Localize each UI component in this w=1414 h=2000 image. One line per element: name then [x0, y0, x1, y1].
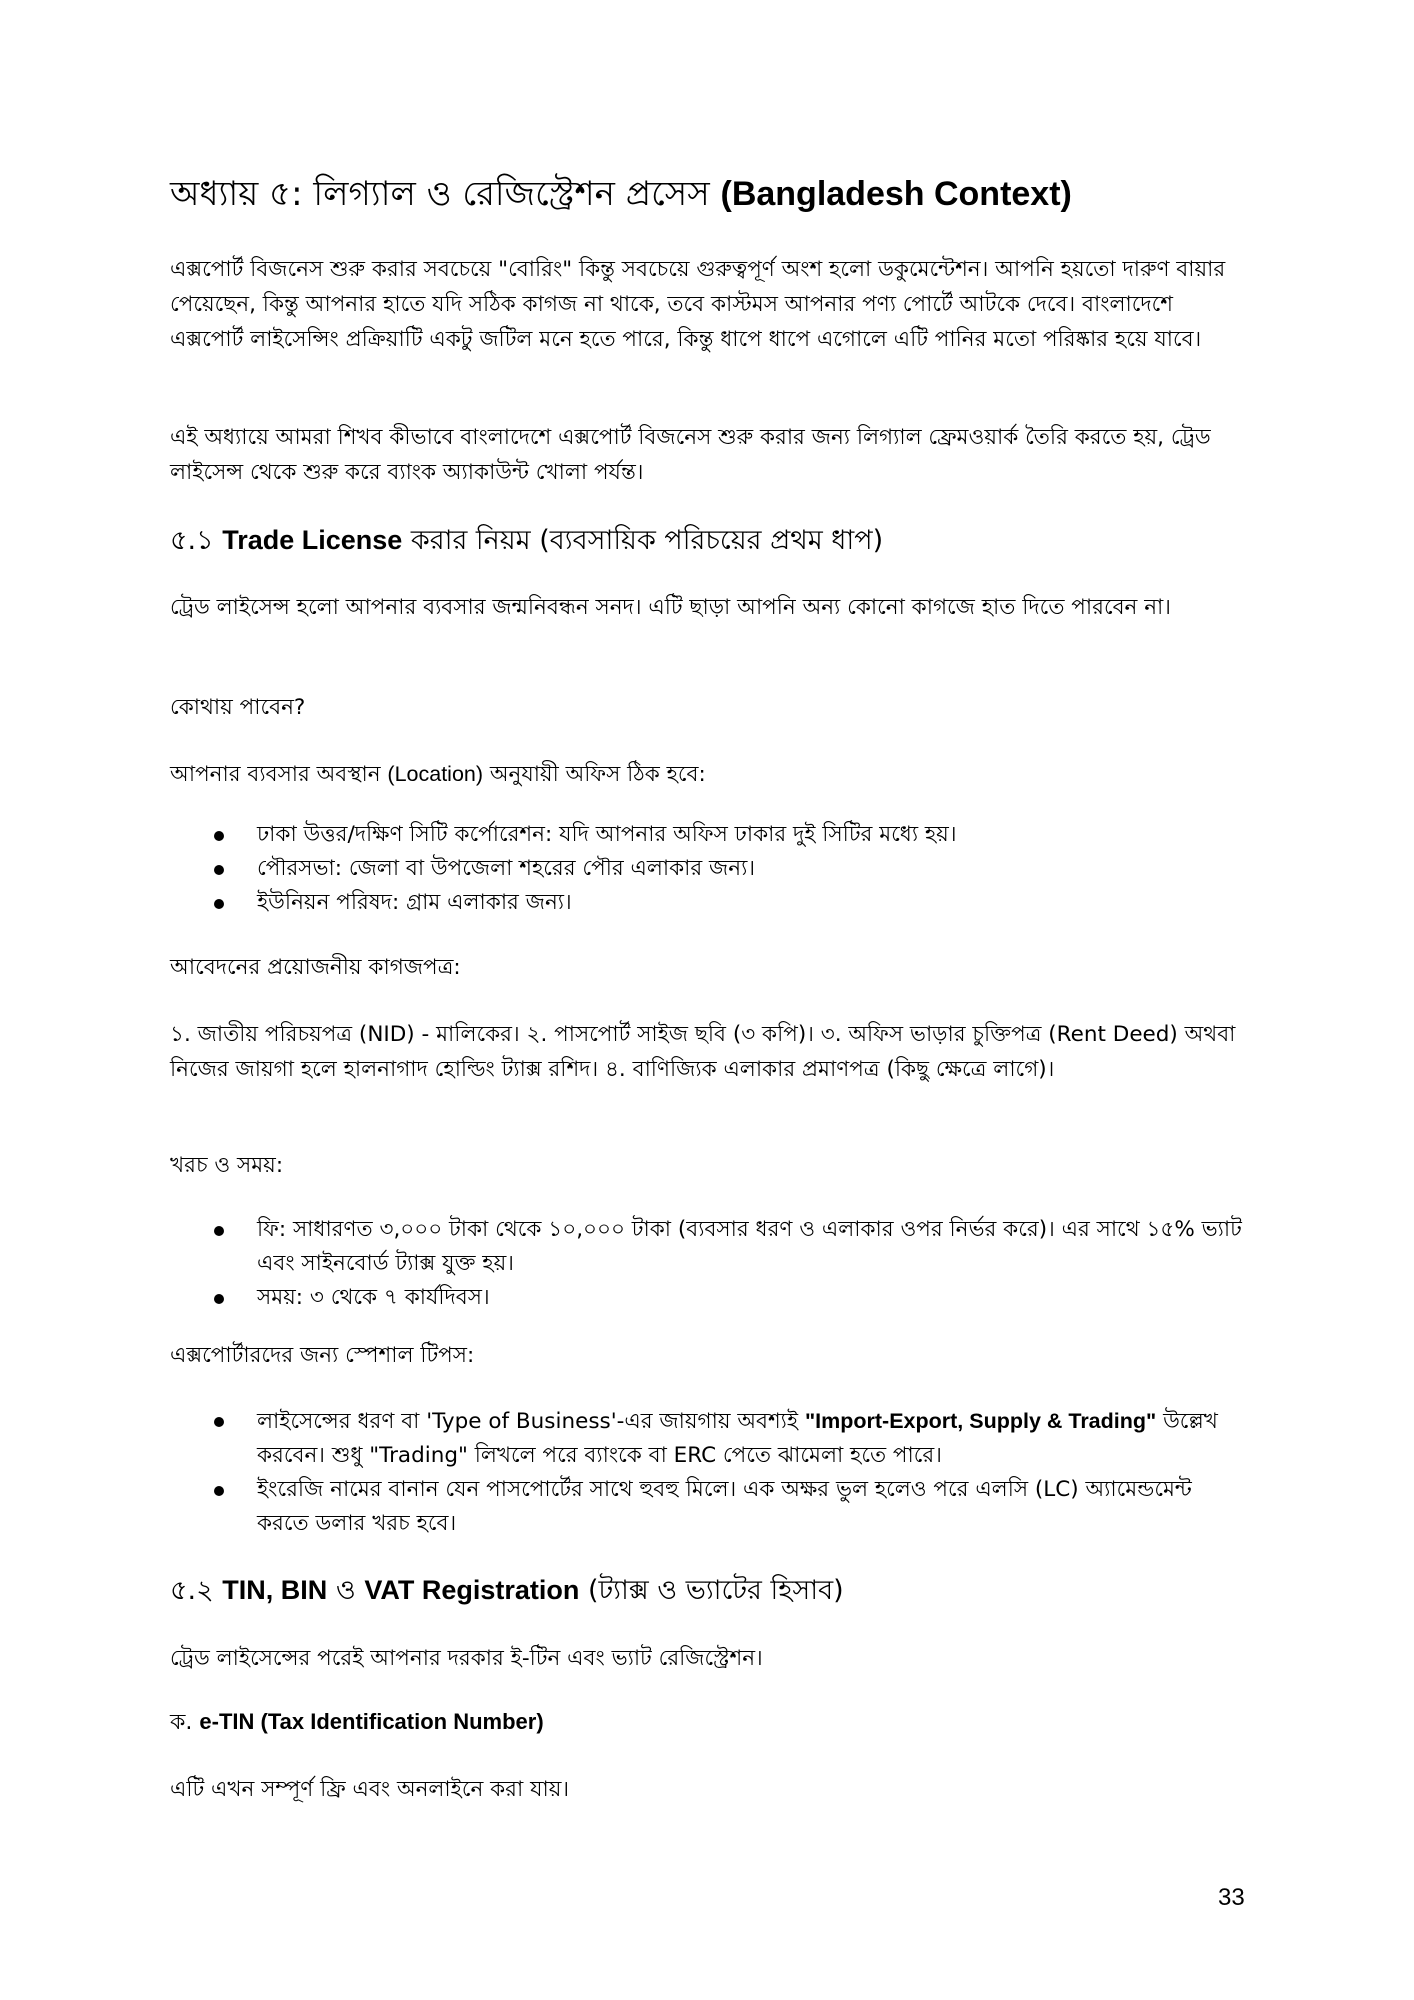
- intro-paragraph-1: এক্সপোর্ট বিজনেস শুরু করার সবচেয়ে "বোরিং" কিন্তু সবচেয়ে গুরুত্বপূর্ণ অংশ হলো ডকুমেন্টেশন। আপনি হয়তো দারুণ বায়ার পেয়েছেন, কিন্তু আপনার হাতে যদি সঠিক কাগজ না থাকে, তবে কাস্টমস আপনার পণ্য পোর্টে আটকে দেবে। বাংলাদেশে এক্সপোর্ট লাইসেন্সিং প্রক্রিয়াটি একটু জটিল মনে হতে পারে, কিন্তু ধাপে ধাপে এগোলে এটি পানির মতো পরিষ্কার হয়ে যাবে।: [170, 257, 1226, 352]
- docs-text: ১. জাতীয় পরিচয়পত্র (NID) - মালিকের। ২. পাসপোর্ট সাইজ ছবি (৩ কপি)। ৩. অফিস ভাড়ার চুক্তিপত্র (Rent Deed) অথবা নিজের জায়গা হলে হালনাগাদ হোল্ডিং ট্যাক্স রশিদ। ৪. বাণিজ্যিক এলাকার প্রমাণপত্র (কিছু ক্ষেত্রে লাগে)।: [170, 1022, 1236, 1082]
- item-text: জেলা বা উপজেলা শহরের পৌর এলাকার জন্য।: [348, 856, 756, 881]
- list-item: [170, 1473, 1250, 1541]
- section-5-1-title-bn: করার নিয়ম (ব্যবসায়িক পরিচয়ের প্রথম ধাপ): [410, 525, 884, 556]
- tip-text-pre: লাইসেন্সের ধরণ বা 'Type of Business'-এর জায়গায় অবশ্যই: [257, 1409, 799, 1434]
- chapter-title: [170, 172, 1270, 216]
- where-text-pre: আপনার ব্যবসার অবস্থান: [170, 762, 381, 787]
- item-label: ফি:: [257, 1217, 287, 1242]
- cost-heading: খরচ ও সময়:: [170, 1153, 284, 1178]
- tips-heading: এক্সপোর্টারদের জন্য স্পেশাল টিপস:: [170, 1343, 475, 1368]
- section-5-2-intro: ট্রেড লাইসেন্সের পরেই আপনার দরকার ই-টিন এবং ভ্যাট রেজিস্ট্রেশন।: [170, 1646, 763, 1671]
- cost-list: [170, 1213, 1250, 1315]
- subsection-a-text: এটি এখন সম্পূর্ণ ফ্রি এবং অনলাইনে করা যায়।: [170, 1777, 570, 1802]
- list-item: [170, 1404, 1250, 1473]
- item-label: ঢাকা উত্তর/দক্ষিণ সিটি কর্পোরেশন:: [257, 822, 553, 847]
- section-5-2-title-and: ও: [335, 1575, 356, 1606]
- where-text-post: অনুযায়ী অফিস ঠিক হবে:: [489, 762, 706, 787]
- bullet-icon: [214, 1294, 224, 1304]
- item-label: ইউনিয়ন পরিষদ:: [257, 890, 400, 915]
- item-label: পৌরসভা:: [257, 856, 342, 881]
- item-text: সাধারণত ৩,০০০ টাকা থেকে ১০,০০০ টাকা (ব্যবসার ধরণ ও এলাকার ওপর নির্ভর করে)। এর সাথে ১৫% ভ্যাট এবং সাইনবোর্ড ট্যাক্স যুক্ত হয়।: [257, 1217, 1242, 1276]
- section-5-1-title-en: Trade License: [222, 525, 403, 555]
- where-list: [170, 818, 1250, 920]
- bullet-icon: [214, 899, 224, 909]
- section-5-2-title-bn: (ট্যাক্স ও ভ্যাটের হিসাব): [587, 1575, 844, 1606]
- subsection-a-number: ক.: [170, 1710, 193, 1735]
- bullet-icon: [214, 1417, 224, 1427]
- section-5-2-number: ৫.২: [170, 1575, 214, 1606]
- tip-text-post: উল্লেখ করবেন। শুধু "Trading" লিখলে পরে ব্যাংকে বা ERC পেতে ঝামেলা হতে পারে।: [257, 1409, 1218, 1468]
- chapter-title-en: (Bangladesh Context): [720, 175, 1072, 213]
- tips-list: [170, 1404, 1250, 1541]
- section-5-1-heading: [170, 522, 1270, 559]
- section-5-2-title-en-2: VAT Registration: [364, 1575, 580, 1605]
- bullet-icon: [214, 865, 224, 875]
- item-text: গ্রাম এলাকার জন্য।: [406, 890, 572, 915]
- item-label: সময়:: [257, 1285, 304, 1310]
- tip-text-bold: "Import-Export, Supply & Trading": [804, 1409, 1157, 1433]
- subsection-a-title: e-TIN (Tax Identification Number): [199, 1709, 544, 1734]
- intro-paragraph-2: এই অধ্যায়ে আমরা শিখব কীভাবে বাংলাদেশে এক্সপোর্ট বিজনেস শুরু করার জন্য লিগ্যাল ফ্রেমওয়ার্ক তৈরি করতে হয়, ট্রেড লাইসেন্স থেকে শুরু করে ব্যাংক অ্যাকাউন্ট খোলা পর্যন্ত।: [170, 425, 1211, 485]
- where-text: [170, 757, 1250, 792]
- list-item: [170, 818, 1250, 852]
- list-item: [170, 852, 1250, 886]
- docs-heading: আবেদনের প্রয়োজনীয় কাগজপত্র:: [170, 955, 461, 980]
- section-5-2-heading: [170, 1572, 1270, 1609]
- item-text: যদি আপনার অফিস ঢাকার দুই সিটির মধ্যে হয়।: [559, 822, 957, 847]
- chapter-title-bn: অধ্যায় ৫: লিগ্যাল ও রেজিস্ট্রেশন প্রসেস: [170, 174, 710, 214]
- page-number: 33: [1218, 1884, 1245, 1911]
- list-item: [170, 1213, 1250, 1281]
- item-text: ৩ থেকে ৭ কার্যদিবস।: [309, 1285, 490, 1310]
- list-item: [170, 1281, 1250, 1315]
- bullet-icon: [214, 1226, 224, 1236]
- list-item: [170, 886, 1250, 920]
- tip-text-pre: ইংরেজি নামের বানান যেন পাসপোর্টের সাথে হুবহু মিলে। এক অক্ষর ভুল হলেও পরে এলসি (LC) অ্যামেন্ডমেন্ট করতে ডলার খরচ হবে।: [257, 1477, 1192, 1536]
- where-heading: কোথায় পাবেন?: [170, 695, 306, 720]
- subsection-a-heading: [170, 1707, 544, 1738]
- section-5-2-title-en-1: TIN, BIN: [222, 1575, 328, 1605]
- section-5-1-number: ৫.১: [170, 525, 214, 556]
- bullet-icon: [214, 831, 224, 841]
- bullet-icon: [214, 1486, 224, 1496]
- where-text-en: (Location): [387, 762, 484, 786]
- section-5-1-intro: ট্রেড লাইসেন্স হলো আপনার ব্যবসার জন্মনিবন্ধন সনদ। এটি ছাড়া আপনি অন্য কোনো কাগজে হাত দিতে পারবেন না।: [170, 595, 1171, 620]
